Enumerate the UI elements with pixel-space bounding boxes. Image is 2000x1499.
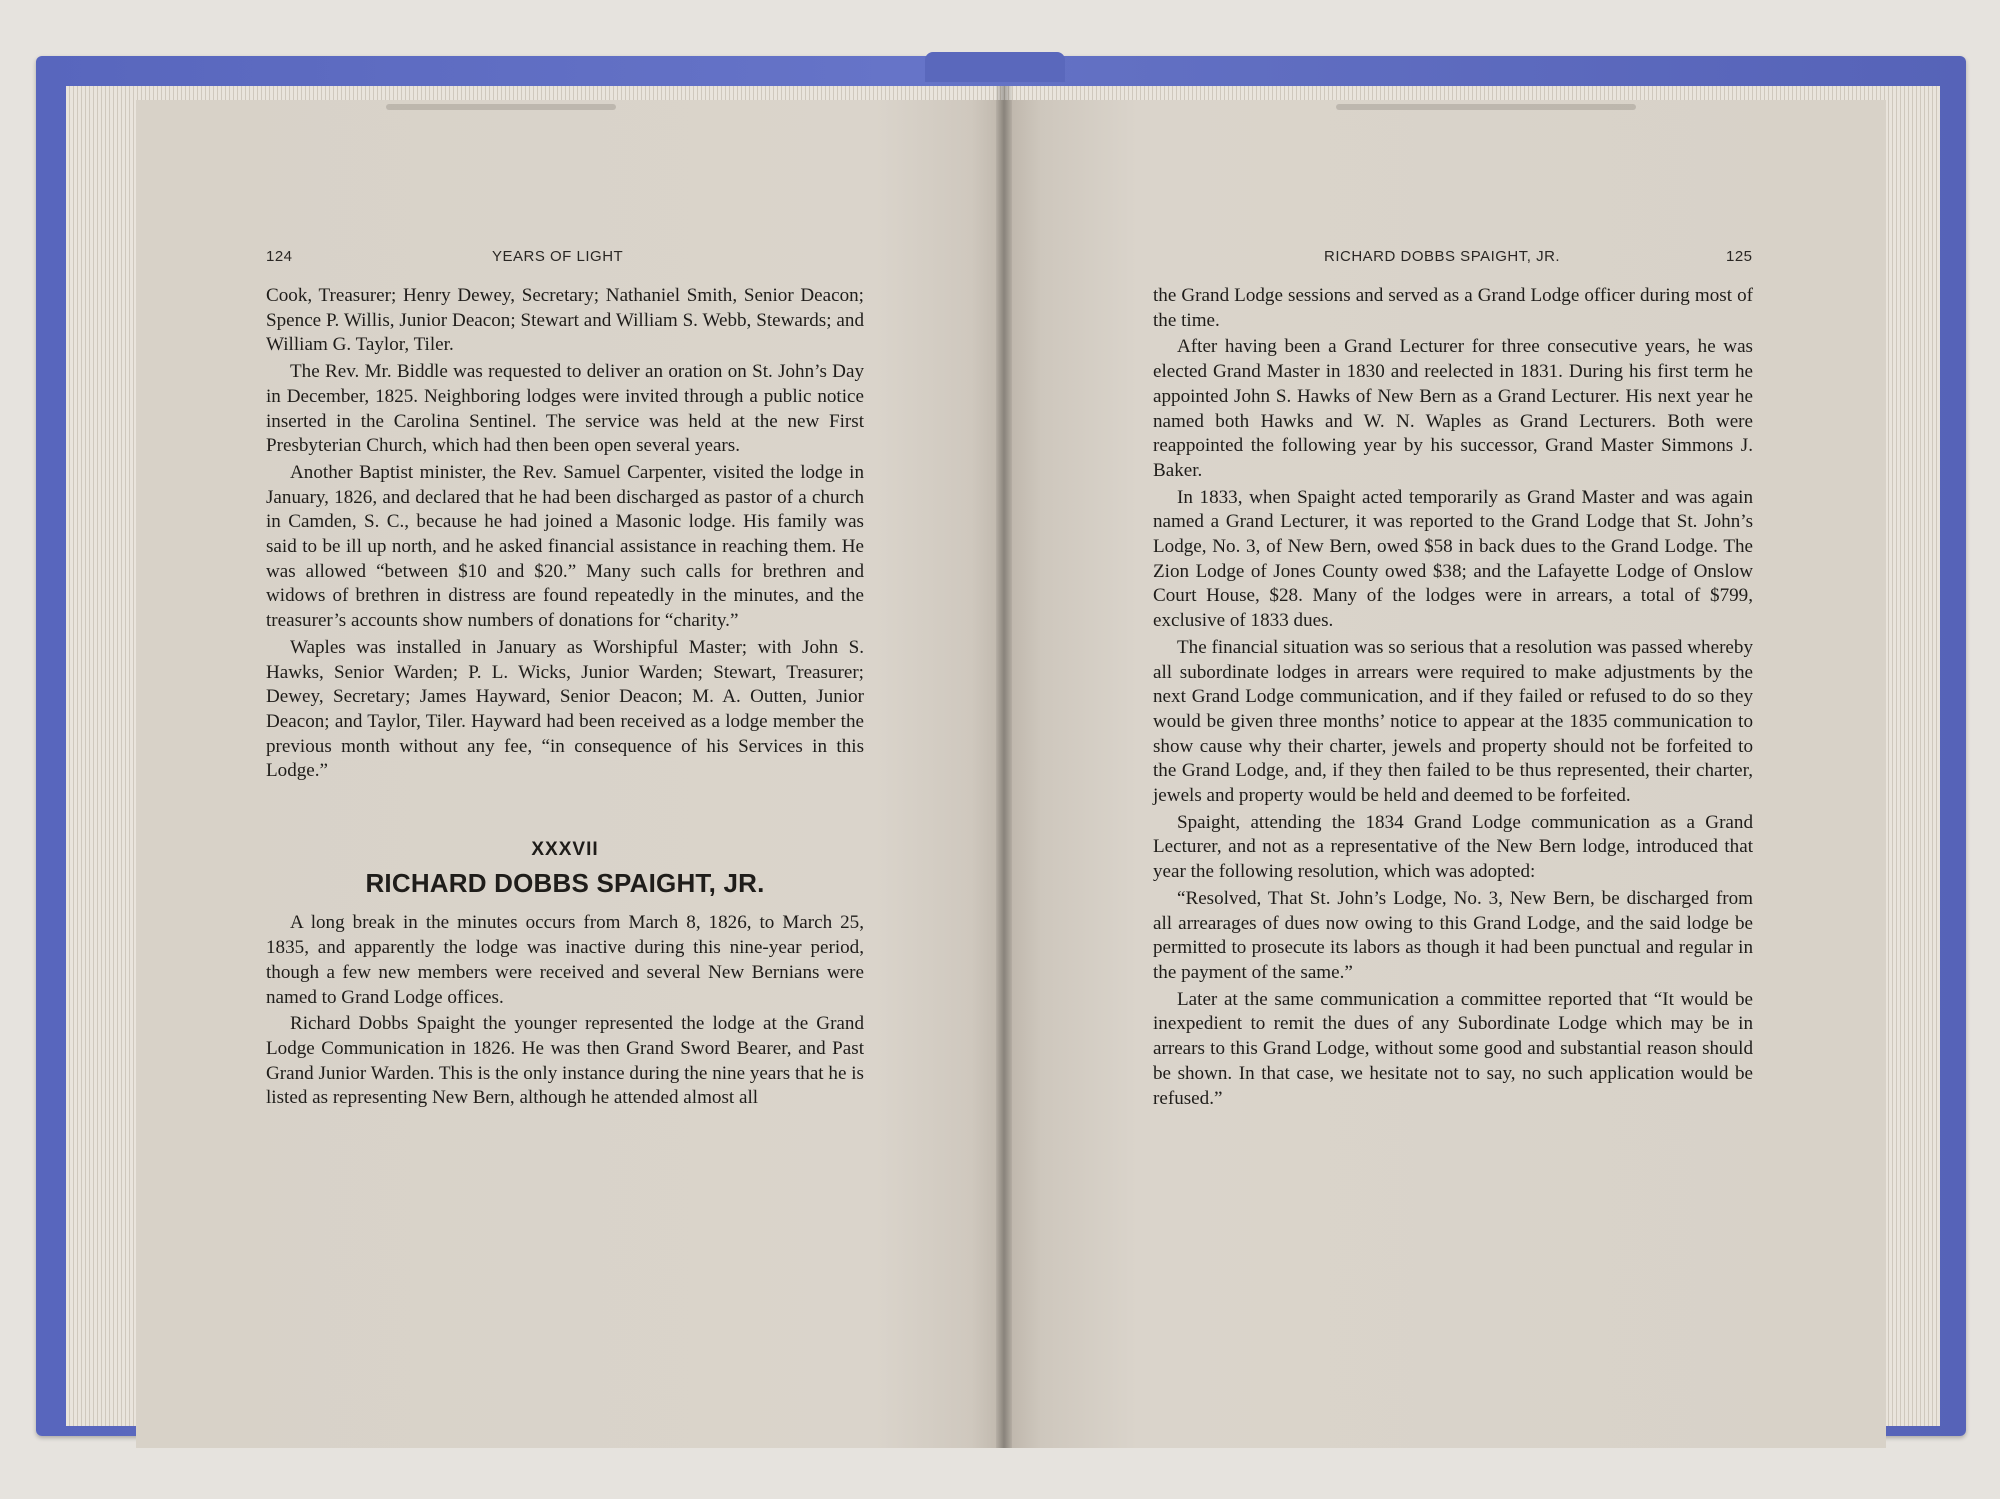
paragraph: A long break in the minutes occurs from March 8, 1826, to March 25, 1835, and apparently the lodge was inactive during this nine-year period, though a few new members were received and several New Bernians were named to Grand Lodge offices. [266,912,864,1008]
book-gutter [996,86,1012,1448]
paragraph: Another Baptist minister, the Rev. Samuel Carpenter, visited the lodge in January, 1826, and declared that he had been discharged as pastor of a church in Camden, S. C., because he had joined a Masonic lodge. His family was said to be ill up north, and he asked financial assistance in reaching them. He was allowed “between $10 and $20.” Many such calls for brethren and widows of brethren in distress are found repeatedly in the minutes, and the treasurer’s accounts show numbers of donations for “charity.” [266,461,864,632]
chapter-number: XXXVII [531,839,599,861]
right-page-body [1153,284,1753,1113]
paragraph: “Resolved, That St. John’s Lodge, No. 3, New Bern, be discharged from all arrearages of dues now owing to this Grand Lodge, and the said lodge be permitted to prosecute its labors as though it had been punctual and regular in the payment of the same.” [1153,887,1753,983]
paragraph: The Rev. Mr. Biddle was requested to deliver an oration on St. John’s Day in December, 1825. Neighboring lodges were invited through a public notice inserted in the Carolina Sentinel. The service was held at the new First Presbyterian Church, which had then been open several years. [266,361,864,457]
left-page-body [266,284,864,1113]
right-page-number: 125 [1726,248,1753,265]
paragraph: Waples was installed in January as Worshipful Master; with John S. Hawks, Senior Warden; P. L. Wicks, Junior Warden; Stewart, Treasurer; Dewey, Secretary; James Hayward, Senior Deacon; M. A. Outten, Junior Deacon; and Taylor, Tiler. Hayward had been received as a lodge member the previous month without any fee, “in consequence of his Services in this Lodge.” [266,636,864,782]
paragraph: The financial situation was so serious that a resolution was passed whereby all subordinate lodges in arrears were required to make adjustments by the next Grand Lodge communication, and if they failed or refused to do so they would be given three months’ notice to appear at the 1835 communication to show cause why their charter, jewels and property should not be forfeited to the Grand Lodge, and, if they then failed to be thus represented, their charter, jewels and property would be held and deemed to be forfeited. [1153,636,1753,807]
left-running-head: YEARS OF LIGHT [492,248,624,265]
bleed-through-text [386,104,616,110]
left-page-number: 124 [266,248,293,265]
book-spine [925,52,1065,82]
paragraph: In 1833, when Spaight acted temporarily as Grand Master and was again named a Grand Lecturer, it was reported to the Grand Lodge that St. John’s Lodge, No. 3, of New Bern, owed $58 in back dues to the Grand Lodge. The Zion Lodge of Jones County owed $38; and the Lafayette Lodge of Onslow Court House, $28. Many of the lodges were in arrears, a total of $799, exclusive of 1833 dues. [1153,486,1753,632]
chapter-title: RICHARD DOBBS SPAIGHT, JR. [365,867,765,898]
right-page [1006,100,1886,1448]
paragraph: the Grand Lodge sessions and served as a Grand Lodge officer during most of the time. [1153,285,1753,331]
paragraph: Richard Dobbs Spaight the younger represented the lodge at the Grand Lodge Communication in 1826. He was then Grand Sword Bearer, and Past Grand Junior Warden. This is the only instance during the nine years that he is listed as representing New Bern, although he attended almost all [266,1013,864,1109]
paragraph: Later at the same communication a committee reported that “It would be inexpedient to remit the dues of any Subordinate Lodge which may be in arrears to this Grand Lodge, without some good and substantial reason should be shown. In that case, we hesitate not to say, no such application would be refused.” [1153,988,1753,1109]
right-running-head: RICHARD DOBBS SPAIGHT, JR. [1324,248,1561,265]
paragraph: Cook, Treasurer; Henry Dewey, Secretary; Nathaniel Smith, Senior Deacon; Spence P. Willis, Junior Deacon; Stewart and William S. Webb, Stewards; and William G. Taylor, Tiler. [266,285,864,356]
paragraph: After having been a Grand Lecturer for three consecutive years, he was elected Grand Master in 1830 and reelected in 1831. During his first term he appointed John S. Hawks of New Bern as a Grand Lecturer. His next year he named both Hawks and W. N. Waples as Grand Lecturers. Both were reappointed the following year by his successor, Grand Master Simmons J. Baker. [1153,336,1753,481]
paragraph: Spaight, attending the 1834 Grand Lodge communication as a Grand Lecturer, and not as a representative of the New Bern lodge, introduced that year the following resolution, which was adopted: [1153,811,1753,883]
left-page [136,100,1006,1448]
bleed-through-text [1336,104,1636,110]
